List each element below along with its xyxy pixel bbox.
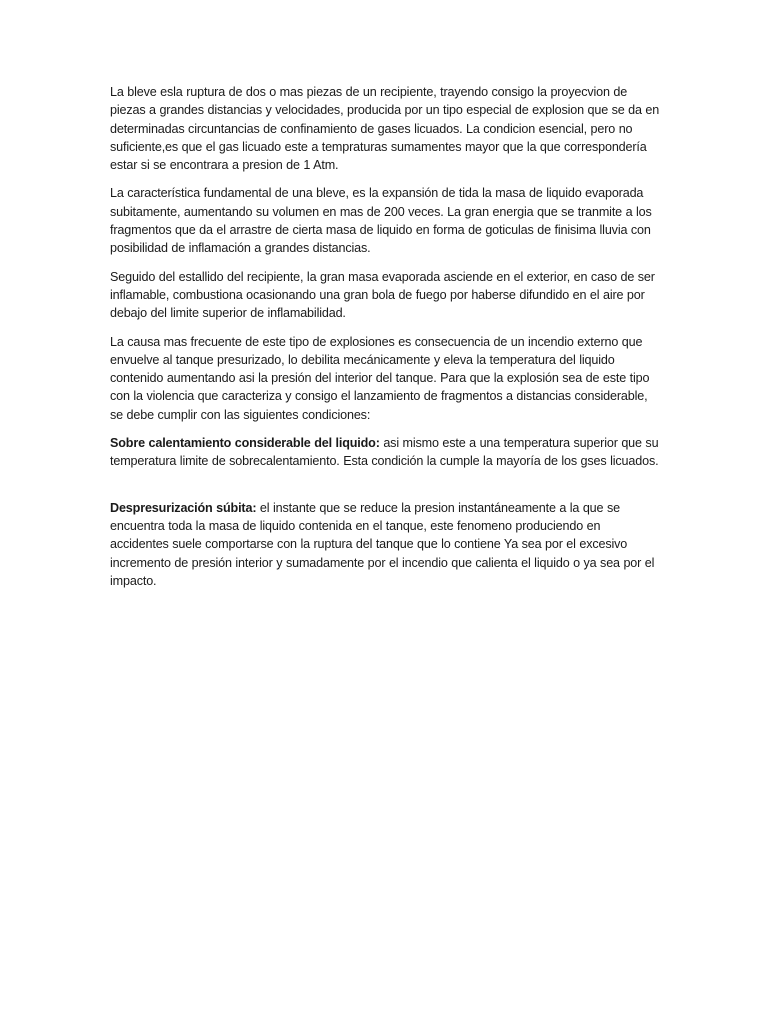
paragraph-text: La bleve esla ruptura de dos o mas piezas de un recipiente, trayendo consigo la proyecvion de piezas a grandes distancias y velocidades, producida por un tipo especial de explosion que se da en determinadas circuntancias de confinamiento de gases licuados. La condicion esencial, pero no suficiente,es que el gas licuado este a tempraturas sumamentes mayor que la que correspondería estar si se encontrara a presion de 1 Atm. xyxy=(110,85,660,173)
paragraph-common-cause xyxy=(110,333,662,424)
paragraph-condition-depressurization xyxy=(110,499,662,590)
paragraph-bleve-characteristic xyxy=(110,184,662,257)
condition-heading: Sobre calentamiento considerable del liquido: xyxy=(110,436,380,451)
paragraph-text: el instante que se reduce la presion instantáneamente a la que se encuentra toda la masa de liquido contenida en el tanque, este fenomeno produciendo en accidentes suele comportarse con la ruptura del tanque que lo contiene Ya sea por el excesivo incremento de presión interior y sumadamente por el incendio que calienta el liquido o ya sea por el impacto. xyxy=(110,500,655,588)
condition-heading: Despresurización súbita: xyxy=(110,500,257,515)
paragraph-text: Seguido del estallido del recipiente, la gran masa evaporada asciende en el exterior, en caso de ser inflamable, combustiona ocasionando una gran bola de fuego por haberse difundido en el aire por debajo del limite superior de inflamabilidad. xyxy=(110,269,655,321)
document-body xyxy=(110,83,662,600)
paragraph-text: La característica fundamental de una bleve, es la expansión de tida la masa de liquido evaporada subitamente, aumentando su volumen en mas de 200 veces. La gran energia que se tranmite a los fragmentos que da el arrastre de cierta masa de liquido en forma de goticulas de finisima lluvia con posibilidad de inflamación a grandes distancias. xyxy=(110,186,652,256)
paragraph-text: asi mismo este a una temperatura superior que su temperatura limite de sobrecalentamiento. Esta condición la cumple la mayoría de los gses licuados. xyxy=(110,436,659,469)
paragraph-bleve-definition xyxy=(110,83,662,174)
paragraph-text: La causa mas frecuente de este tipo de explosiones es consecuencia de un incendio externo que envuelve al tanque presurizado, lo debilita mecánicamente y eleva la temperatura del liquido contenido aumentando asi la presión del interior del tanque. Para que la explosión sea de este tipo con la violencia que caracteriza y consigo el lanzamiento de fragmentos a distancias considerable, se debe cumplir con las siguientes condiciones: xyxy=(110,334,650,422)
paragraph-fireball xyxy=(110,268,662,323)
paragraph-condition-overheating xyxy=(110,434,662,471)
